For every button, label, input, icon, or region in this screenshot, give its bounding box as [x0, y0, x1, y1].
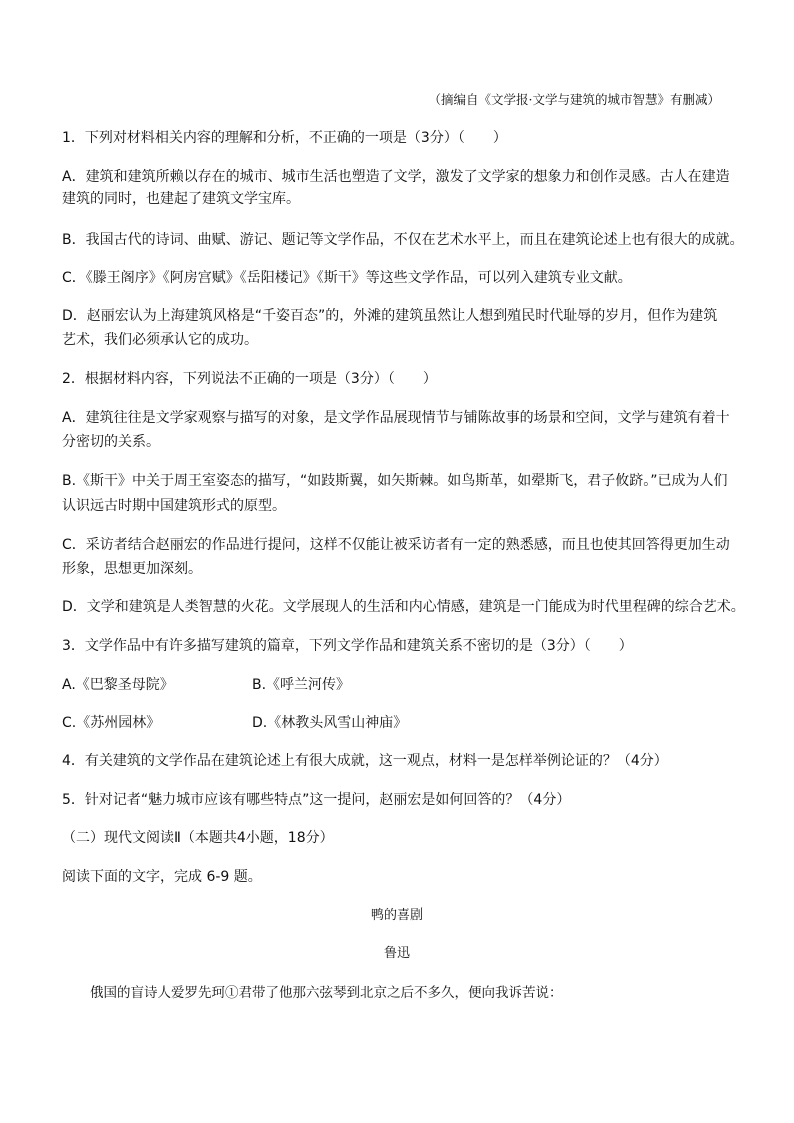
section-heading: （二）现代文阅读Ⅱ（本题共4小题，18分） [62, 830, 334, 846]
source-citation: （摘编自《文学报·文学与建筑的城市智慧》有删减） [428, 92, 720, 107]
story-author: 鲁迅 [383, 946, 410, 961]
question-2-option-a-line-2: 分密切的关系。 [62, 434, 160, 450]
question-2-option-c-line-2: 形象，思想更加深刻。 [62, 561, 202, 577]
question-1-option-a-line-2: 建筑的同时，也建起了建筑文学宝库。 [62, 191, 300, 207]
question-5: 5．针对记者“魅力城市应该有哪些特点”这一提问，赵丽宏是如何回答的？（4分） [62, 792, 571, 808]
question-3-stem: 3．文学作品中有许多描写建筑的篇章，下列文学作品和建筑关系不密切的是（3分）（ ） [62, 638, 633, 654]
story-first-paragraph: 俄国的盲诗人爱罗先珂①君带了他那六弦琴到北京之后不多久，便向我诉苦说： [90, 985, 563, 1001]
question-3-option-b: B.《呼兰河传》 [252, 677, 351, 693]
question-3-option-d: D.《林教头风雪山神庙》 [252, 715, 408, 731]
question-3-option-a: A.《巴黎圣母院》 [62, 677, 174, 693]
question-2-option-d: D．文学和建筑是人类智慧的火花。文学展现人的生活和内心情感，建筑是一门能成为时代里程碑的综合艺术。 [62, 599, 745, 615]
question-4: 4．有关建筑的文学作品在建筑论述上有很大成就，这一观点，材料一是怎样举例论证的？（4分） [62, 753, 668, 769]
question-2-stem: 2．根据材料内容，下列说法不正确的一项是（3分）（ ） [62, 371, 437, 387]
question-1-option-c: C．《滕王阁序》《阿房宫赋》《岳阳楼记》《斯干》等这些文学作品，可以列入建筑专业文献。 [62, 270, 632, 286]
question-2-option-c-line-1: C．采访者结合赵丽宏的作品进行提问，这样不仅能让被采访者有一定的熟悉感，而且也使其回答得更加生动 [62, 537, 730, 553]
question-2-option-a-line-1: A．建筑往往是文学家观察与描写的对象，是文学作品展现情节与铺陈故事的场景和空间，文学与建筑有着十 [62, 410, 730, 426]
question-2-option-b-line-2: 认识远古时期中国建筑形式的原型。 [62, 498, 286, 514]
reading-instruction: 阅读下面的文字，完成 6-9 题。 [62, 869, 262, 885]
question-1-option-b: B．我国古代的诗词、曲赋、游记、题记等文学作品，不仅在艺术水平上，而且在建筑论述上也有很大的成就。 [62, 232, 744, 248]
question-1-option-d-line-1: D．赵丽宏认为上海建筑风格是“千姿百态”的，外滩的建筑虽然让人想到殖民时代耻辱的岁月，但作为建筑 [62, 308, 718, 324]
question-1-option-a-line-1: A．建筑和建筑所赖以存在的城市、城市生活也塑造了文学，激发了文学家的想象力和创作灵感。古人在建造 [62, 169, 730, 185]
question-2-option-b-line-1: B.《斯干》中关于周王室姿态的描写，“如跂斯翼，如矢斯棘。如鸟斯革，如翚斯飞，君子攸跻。”已成为人们 [62, 473, 728, 489]
story-title: 鸭的喜剧 [370, 908, 423, 923]
question-1-stem: 1．下列对材料相关内容的理解和分析，不正确的一项是（3分）（ ） [62, 130, 507, 146]
question-1-option-d-line-2: 艺术，我们必须承认它的成功。 [62, 332, 258, 348]
question-3-option-c: C.《苏州园林》 [62, 715, 161, 731]
